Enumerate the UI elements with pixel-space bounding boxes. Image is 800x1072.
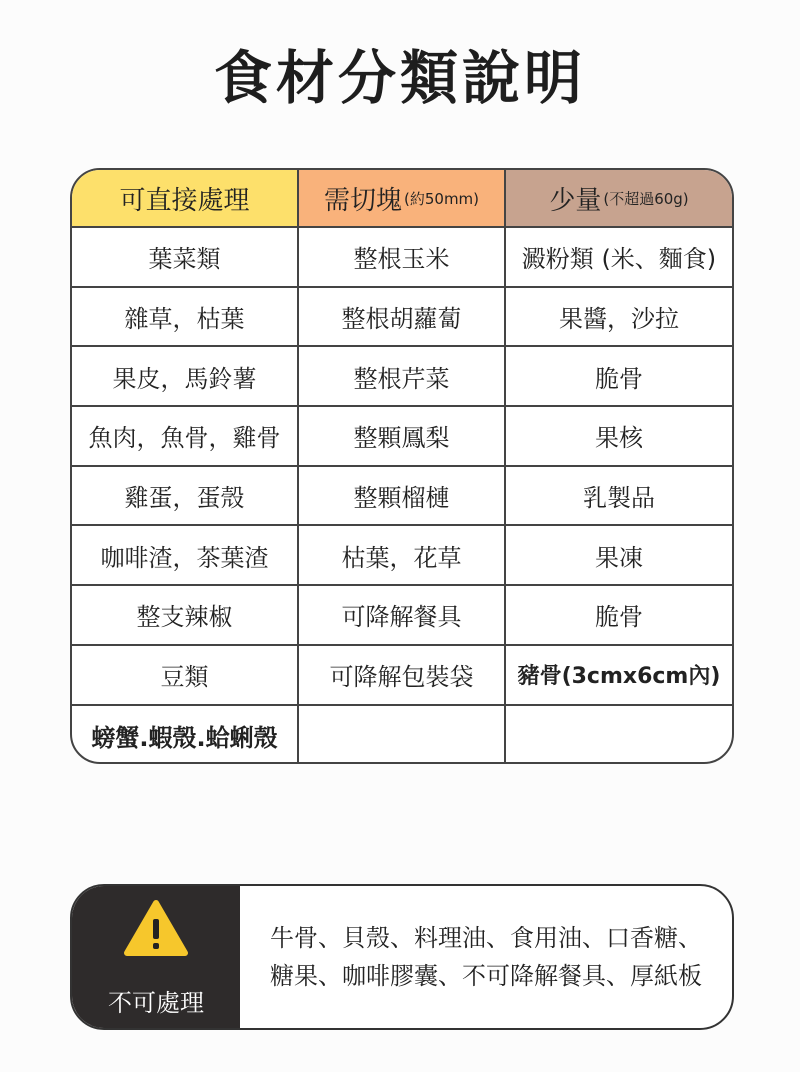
header-direct	[72, 170, 299, 228]
table-cell: 咖啡渣，茶葉渣	[72, 526, 299, 586]
not-processable-list	[240, 886, 732, 1028]
table-cell: 果皮，馬鈴薯	[72, 347, 299, 407]
table-cell: 可降解餐具	[299, 586, 506, 646]
table-cell: 魚肉，魚骨，雞骨	[72, 407, 299, 467]
table-grid	[72, 170, 732, 764]
not-processable-line-2: 糖果、咖啡膠囊、不可降解餐具、厚紙板	[270, 962, 702, 990]
table-cell	[299, 706, 506, 765]
table-cell: 果凍	[506, 526, 732, 586]
header-small-note: (不超過60g)	[603, 189, 689, 208]
table-cell: 豬骨(3cmx6cm內)	[506, 646, 732, 706]
table-cell: 豆類	[72, 646, 299, 706]
header-direct-label: 可直接處理	[119, 185, 250, 216]
table-cell: 整根玉米	[299, 228, 506, 288]
not-processable-label: 不可處理	[108, 988, 204, 1017]
table-cell: 雜草，枯葉	[72, 288, 299, 348]
table-cell: 果核	[506, 407, 732, 467]
table-cell: 整顆鳳梨	[299, 407, 506, 467]
not-processable-box	[70, 884, 734, 1030]
not-processable-panel	[72, 886, 240, 1028]
page-title: 食材分類說明	[213, 44, 586, 112]
table-cell: 枯葉，花草	[299, 526, 506, 586]
table-cell: 螃蟹.蝦殼.蛤蜊殼	[72, 706, 299, 765]
table-cell: 整支辣椒	[72, 586, 299, 646]
table-cell: 脆骨	[506, 586, 732, 646]
food-category-table	[70, 168, 734, 764]
table-cell: 整根胡蘿蔔	[299, 288, 506, 348]
not-processable-line-1: 牛骨、貝殼、料理油、食用油、口香糖、	[270, 924, 702, 952]
table-cell	[506, 706, 732, 765]
header-small-label: 少量	[549, 185, 602, 216]
warning-icon	[123, 899, 189, 957]
table-cell: 整顆榴槤	[299, 467, 506, 527]
table-cell: 雞蛋，蛋殼	[72, 467, 299, 527]
table-cell: 葉菜類	[72, 228, 299, 288]
table-cell: 脆骨	[506, 347, 732, 407]
table-cell: 乳製品	[506, 467, 732, 527]
header-cut-note: (約50mm)	[404, 189, 480, 208]
header-cut	[299, 170, 506, 228]
header-cut-label: 需切塊	[323, 185, 402, 216]
header-small	[506, 170, 732, 228]
table-cell: 整根芹菜	[299, 347, 506, 407]
table-cell: 澱粉類 (米、麵食)	[506, 228, 732, 288]
table-cell: 可降解包裝袋	[299, 646, 506, 706]
table-cell: 果醬，沙拉	[506, 288, 732, 348]
